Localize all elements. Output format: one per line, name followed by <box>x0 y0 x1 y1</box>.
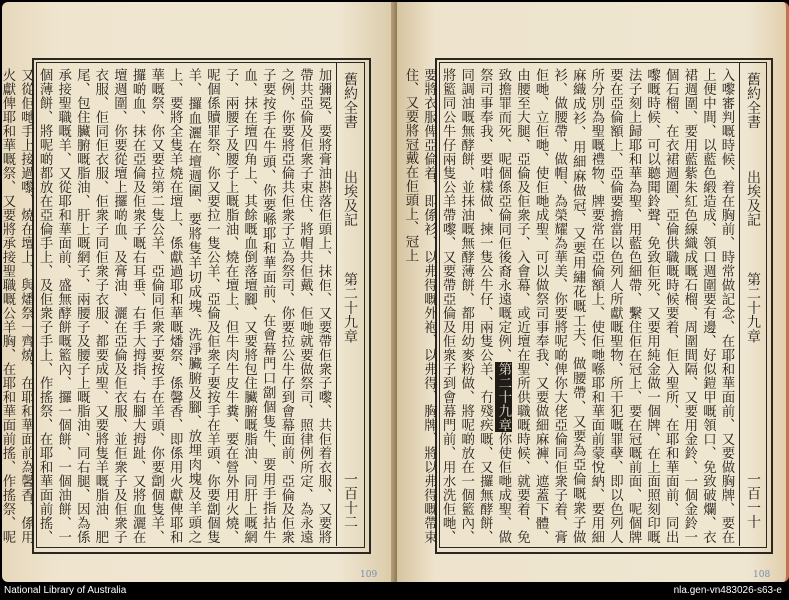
footer-catalog-id: nla.gen-vn483026-s63-e <box>673 585 782 596</box>
left-header-rule <box>336 62 337 546</box>
library-footer <box>0 582 788 600</box>
book-spread <box>2 2 786 582</box>
left-body-text: 加彌冕、要將膏油斟落佢頭上、抹佢、又要帶佢衆子嚟、共佢着衣服、又要將帶共亞倫及佢衆子束住、將帽共佢戴、佢哋就要做祭司、照律例所定、為永遠之例、你要將亞倫共佢衆子立為祭司、你要拉公牛仔到會幕面前、亞倫及佢衆子要按手在牛頭、你要喺耶和華面前、在會幕門口劏個隻牛、要用手指拈牛血、抹在壇四角上、其餘嘅血倒落壇腳、又要將包住臟腑嘅脂油、同肝上嘅網子、兩腰子及腰子上嘅脂油、燒在壇上、但牛肉牛皮牛糞、要在營外用火燒、呢個係贖罪祭、你又要拉一隻公羊、亞倫及佢衆子要按手在羊頭、你要劏個隻羊、攞血灑在壇週圍、要將隻羊切成塊、洗淨臟腑及腳、放埋肉塊及羊頭之上、要將全隻羊燒在壇上、係獻過耶和華嘅燔祭、係馨香、即係用火獻俾耶和華嘅祭、你又要拉第二隻公羊、亞倫同佢衆子要按手在羊頭、你要劏個隻羊、攞啲血、抹在亞倫及佢衆子嘅右耳垂、右手大拇指、右腳大拇趾、又將血灑在壇週圍、你要從壇上攞啲血、及膏油、灑在亞倫及佢衣服、並佢衆子及佢衆子衣服、佢同佢衣服、佢衆子同佢衆子衣服、都要成聖、又要將隻羊嘅脂油、肥尾、包住臟腑嘅脂油、肝上嘅網子、兩腰子及腰子上嘅脂油、同右腿、因為係承接聖職嘅羊、又從耶和華面前、盛無酵餅嘅籃內、攞一個餅、一個油餅、一個薄餅、將呢啲都放在亞倫手上、及佢衆子手上、作搖祭、在耶和華面前搖、又從佢哋手上接過嚟、燒在壇上、與燔祭一齊燒、在耶和華面前為馨香、係用火獻俾耶和華嘅祭、又要將承接聖職嘅公羊胸、在耶和華面前搖、作搖祭、呢 <box>0 68 331 544</box>
left-page <box>2 2 397 582</box>
right-page-number: 一百一十 <box>745 472 761 530</box>
footer-library-name: National Library of Australia <box>4 585 127 596</box>
left-page-number: 一百十二 <box>342 472 358 530</box>
right-chapter-label: 第二十九章 <box>745 272 761 344</box>
left-book-name: 出埃及記 <box>342 170 358 228</box>
left-scan-mark: 109 <box>360 570 378 580</box>
right-header-rule <box>739 62 740 546</box>
right-body-text <box>402 68 735 544</box>
left-running-title: 舊約全書 <box>342 72 358 130</box>
right-body-part2: 你使佢哋成聖、做祭司事奉我、要咁樣做、揀一隻公牛仔、兩隻公羊、冇殘疾嘅、又攞無酵餅、同調油嘅無酵餅、並抹油嘅無酵薄餅、都用幼麥粉做、將呢啲放在一個籃內、將籃同公牛仔兩隻公羊帶嚟、又要帶亞倫及佢衆子到會幕門前、用水洗佢哋、要將衣服俾亞倫着、即係衫、以弗得嘅外袍、以弗得、胸牌、將以弗得嘅帶束住、又要將冠戴在佢頭上、冠上 <box>402 68 511 544</box>
left-chapter-label: 第二十九章 <box>342 272 358 344</box>
section-heading-chapter-29: 第二十九章 <box>495 362 511 433</box>
right-book-name: 出埃及記 <box>745 170 761 228</box>
right-page <box>397 2 789 582</box>
right-body-part1: 入嚟審判嘅時候、着在胸前、時常做記念、在耶和華面前、又要做胸牌、要在上便中間、以藍色緞造成、領口週圍要有邊、好似鎧甲嘅領口、免致破爛、衣裙週圍、要用藍紫朱紅色線織成嘅石榴、周圍間隔、又要用金鈴、一個金鈴一個石榴、在衣裙週圍、亞倫供職嘅時候要着、佢入聖所、在耶和華面前、同出嚟嘅時候、可以聽聞鈴聲、免致佢死、又要用純金做一個牌、在上面照刻印嘅法子刻上歸耶和華為聖、用藍色細帶、繫住佢在冠上、要在冠嘅前面、呢個牌要在亞倫額上、亞倫要擔當以色列人所獻嘅聖物、所干犯嘅罪孽、即以色列人所分別為聖嘅禮物、牌要常在亞倫額上、使佢哋喺耶和華面前蒙悅納、要用細麻織成衫、用細麻做冠、又要用繡花嘅工夫、做腰帶、又要為亞倫嘅衆子做衫、做腰帶、做帽、為榮耀為華美、你要將呢啲俾你大佬亞倫同佢衆子着、膏佢哋、立佢哋、使佢哋成聖、可以做祭司事奉我、又要做細麻褲、遮蓋下體、由腰至大腿、亞倫及佢衆子、入會幕、或近壇在聖所供職嘅時候、就要着、免致擔罪而死、呢個係亞倫同佢後裔永遠嘅定例、 <box>495 68 734 544</box>
right-scan-mark: 108 <box>753 570 771 580</box>
right-running-title: 舊約全書 <box>745 72 761 130</box>
